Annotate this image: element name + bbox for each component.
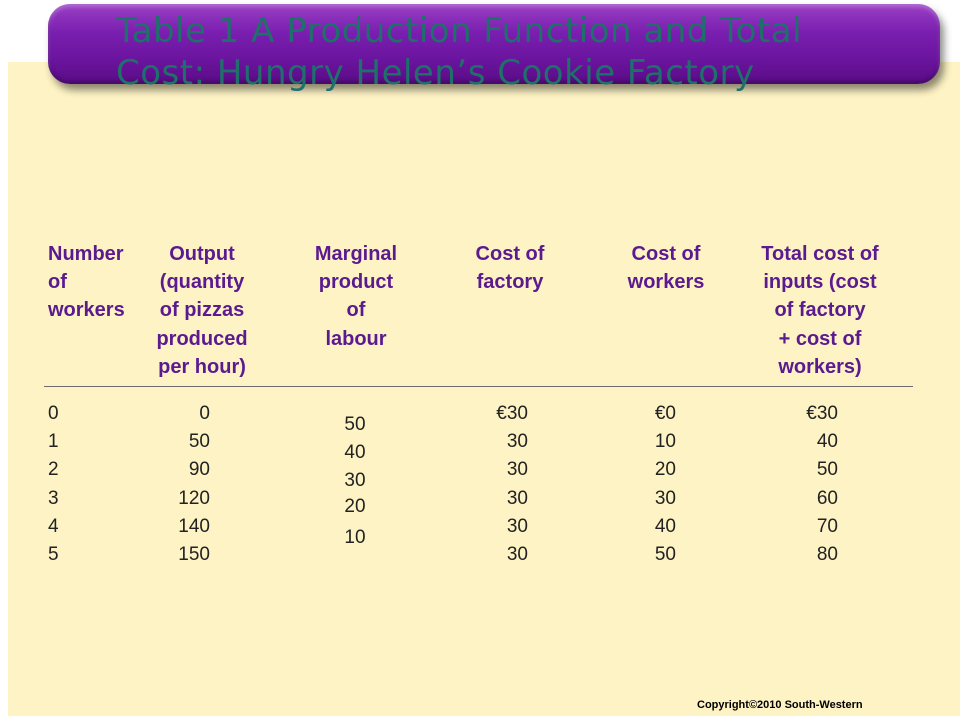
header-line: workers [627,271,705,294]
header-line: of [48,271,67,294]
cell: 3 [48,487,59,509]
cell: €30 [496,403,528,424]
cell: 1 [48,431,59,453]
copyright-notice: Copyright©2010 South-Western [697,699,863,711]
cell: 0 [48,403,59,424]
cell: 80 [816,544,838,566]
header-number-of-workers [48,240,125,325]
cell: 30 [506,544,528,566]
cell: 40 [654,515,676,537]
header-line: of factory [774,299,866,322]
column-output [150,400,210,569]
cell: 10 [654,431,676,453]
cell: 120 [178,487,210,509]
header-total-cost [750,240,890,381]
cell: 60 [816,487,838,509]
cell: 20 [344,496,366,517]
header-line: of pizzas [159,299,245,322]
header-line: workers) [778,355,862,378]
header-line: Output [169,243,235,265]
header-line: labour [325,327,387,350]
header-line: Cost of [475,243,545,265]
header-line: workers [48,299,125,322]
header-line: product [318,271,394,294]
title-line-1: Table 1 A Production Function and Total [116,11,803,51]
cell: 30 [344,470,366,491]
cell: 70 [816,515,838,537]
cell: 0 [199,403,210,424]
cell: €30 [806,403,838,424]
cell: 40 [344,442,366,463]
column-cost-of-factory [470,400,528,569]
cell: 2 [48,459,59,481]
header-line: inputs (cost [763,271,877,294]
cell: 5 [48,544,59,566]
slide-title [116,10,916,94]
header-cost-of-factory [460,240,560,296]
cell: 50 [344,414,366,435]
header-output [140,240,264,381]
cell: 4 [48,515,59,537]
cell: 50 [816,459,838,481]
header-line: per hour) [158,355,246,378]
header-line: + cost of [778,327,862,350]
header-marginal-product [296,240,416,353]
header-line: Cost of [631,243,701,265]
cell: 50 [654,544,676,566]
cell: €0 [654,403,676,424]
cell: 30 [506,487,528,509]
header-line: produced [156,327,248,350]
title-line-2: Cost: Hungry Helen’s Cookie Factory [116,53,755,93]
cell: 140 [178,515,210,537]
column-workers [48,400,59,569]
cell: 40 [816,431,838,453]
column-total-cost [780,400,838,569]
header-divider [44,386,913,387]
cell: 30 [506,431,528,453]
cell: 30 [654,487,676,509]
cell: 50 [188,431,210,453]
column-cost-of-workers [620,400,676,569]
header-line: Marginal [314,243,398,265]
header-line: (quantity [159,271,245,294]
header-cost-of-workers [616,240,716,296]
header-line: of [346,299,366,322]
cell: 150 [178,544,210,566]
cell: 90 [188,459,210,481]
header-line: factory [476,271,544,294]
slide-panel [8,62,960,716]
header-line: Number [48,243,124,265]
header-line: Total cost of [761,243,879,265]
cell: 10 [344,527,366,548]
cell: 20 [654,459,676,481]
cell: 30 [506,459,528,481]
cell: 30 [506,515,528,537]
